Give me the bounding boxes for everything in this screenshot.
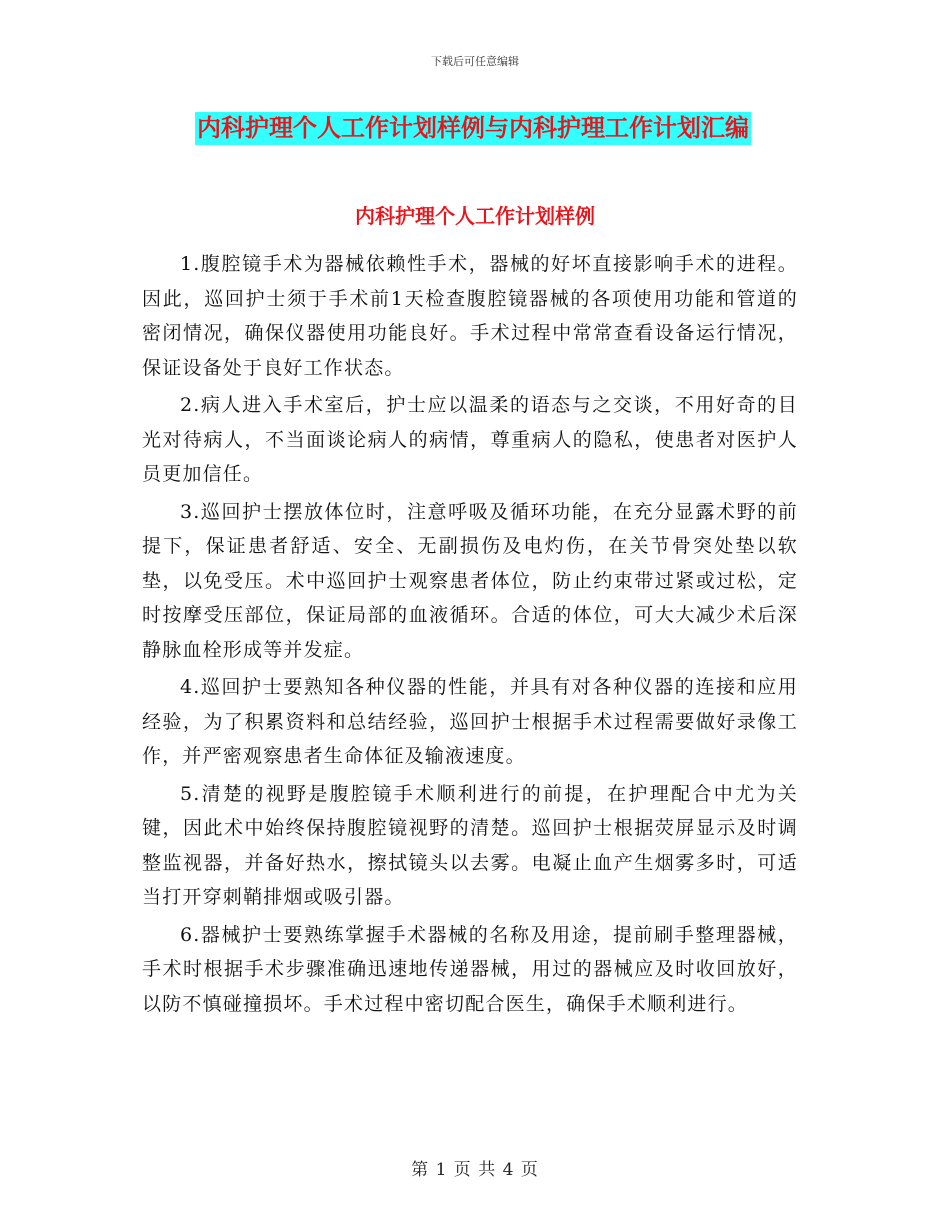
paragraph: 3.巡回护士摆放体位时，注意呼吸及循环功能，在充分显露术野的前提下，保证患者舒适、安全、无副损伤及电灼伤，在关节骨突处垫以软垫，以免受压。术中巡回护士观察患者体位，防止约束带过紧或过松，定时按摩受压部位，保证局部的血液循环。合适的体位，可大大减少术后深静脉血栓形成等并发症。 xyxy=(142,500,798,661)
paragraph: 5.清楚的视野是腹腔镜手术顺利进行的前提，在护理配合中尤为关键，因此术中始终保持腹腔镜视野的清楚。巡回护士根据荧屏显示及时调整监视器，并备好热水，擦拭镜头以去雾。电凝止血产生烟雾多时，可适当打开穿刺鞘排烟或吸引器。 xyxy=(142,782,798,908)
paragraph: 4.巡回护士要熟知各种仪器的性能，并具有对各种仪器的连接和应用经验，为了积累资料和总结经验，巡回护士根据手术过程需要做好录像工作，并严密观察患者生命体征及输液速度。 xyxy=(142,676,798,767)
document-title: 内科护理个人工作计划样例与内科护理工作计划汇编 xyxy=(195,112,751,145)
paragraph: 2.病人进入手术室后，护士应以温柔的语态与之交谈，不用好奇的目光对待病人，不当面谈论病人的病情，尊重病人的隐私，使患者对医护人员更加信任。 xyxy=(142,394,798,485)
header-note: 下载后可任意编辑 xyxy=(431,55,519,68)
document-body xyxy=(142,247,798,1024)
paragraph: 6.器械护士要熟练掌握手术器械的名称及用途，提前刷手整理器械，手术时根据手术步骤准确迅速地传递器械，用过的器械应及时收回放好，以防不慎碰撞损坏。手术过程中密切配合医生，确保手术顺利进行。 xyxy=(142,923,798,1015)
section-title: 内科护理个人工作计划样例 xyxy=(355,204,595,228)
paragraph: 1.腹腔镜手术为器械依赖性手术，器械的好坏直接影响手术的进程。因此，巡回护士须于手术前1天检查腹腔镜器械的各项使用功能和管道的密闭情况，确保仪器使用功能良好。手术过程中常常查看设备运行情况，保证设备处于良好工作状态。 xyxy=(142,253,798,379)
page-number: 第 1 页 共 4 页 xyxy=(411,1160,539,1180)
